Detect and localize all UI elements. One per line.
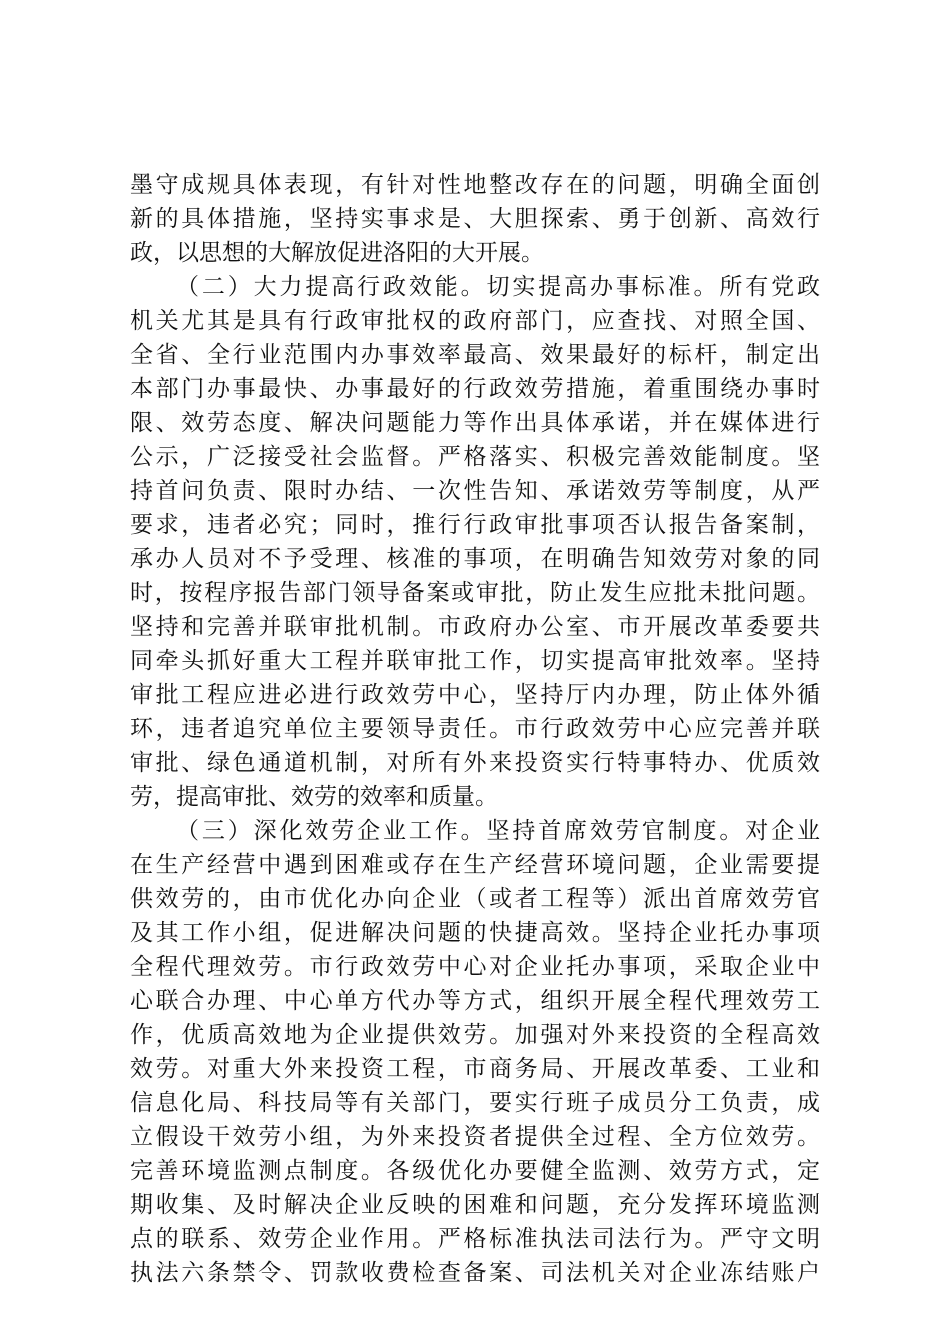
- text-line: 政，以思想的大解放促进洛阳的大开展。: [130, 240, 544, 266]
- text-line: 立假设干效劳小组，为外来投资者提供全过程、全方位效劳。: [130, 1124, 820, 1150]
- text-line: 同牵头抓好重大工程并联审批工作，切实提高审批效率。坚持: [130, 648, 820, 674]
- section-heading-line: （二）大力提高行政效能。切实提高办事标准。所有党政: [176, 274, 820, 300]
- text-line: 劳，提高审批、效劳的效率和质量。: [130, 784, 498, 810]
- text-line: 完善环境监测点制度。各级优化办要健全监测、效劳方式，定: [130, 1158, 820, 1184]
- text-line: 环，违者追究单位主要领导责任。市行政效劳中心应完善并联: [130, 716, 820, 742]
- text-line: 及其工作小组，促进解决问题的快捷高效。坚持企业托办事项: [130, 920, 820, 946]
- section-heading-line: （三）深化效劳企业工作。坚持首席效劳官制度。对企业: [176, 818, 820, 844]
- text-line: 限、效劳态度、解决问题能力等作出具体承诺，并在媒体进行: [130, 410, 820, 436]
- text-line: 承办人员对不予受理、核准的事项，在明确告知效劳对象的同: [130, 546, 820, 572]
- text-line: 坚持和完善并联审批机制。市政府办公室、市开展改革委要共: [130, 614, 820, 640]
- text-line: 墨守成规具体表现，有针对性地整改存在的问题，明确全面创: [130, 172, 820, 198]
- body-text: [130, 168, 820, 1290]
- text-line: 要求，违者必究；同时，推行行政审批事项否认报告备案制，: [130, 512, 820, 538]
- text-line: 时，按程序报告部门领导备案或审批，防止发生应批未批问题。: [130, 580, 820, 606]
- text-line: 本部门办事最快、办事最好的行政效劳措施，着重围绕办事时: [130, 376, 820, 402]
- text-line: 审批、绿色通道机制，对所有外来投资实行特事特办、优质效: [130, 750, 820, 776]
- text-line: 供效劳的，由市优化办向企业（或者工程等）派出首席效劳官: [130, 886, 820, 912]
- text-line: 点的联系、效劳企业作用。严格标准执法司法行为。严守文明: [130, 1226, 820, 1252]
- text-line: 审批工程应进必进行政效劳中心，坚持厅内办理，防止体外循: [130, 682, 820, 708]
- text-line: 执法六条禁令、罚款收费检查备案、司法机关对企业冻结账户: [130, 1260, 820, 1286]
- text-line: 机关尤其是具有行政审批权的政府部门，应查找、对照全国、: [130, 308, 820, 334]
- text-line: 全程代理效劳。市行政效劳中心对企业托办事项，采取企业中: [130, 954, 820, 980]
- text-line: 全省、全行业范围内办事效率最高、效果最好的标杆，制定出: [130, 342, 820, 368]
- text-line: 公示，广泛接受社会监督。严格落实、积极完善效能制度。坚: [130, 444, 820, 470]
- text-line: 在生产经营中遇到困难或存在生产经营环境问题，企业需要提: [130, 852, 820, 878]
- text-line: 心联合办理、中心单方代办等方式，组织开展全程代理效劳工: [130, 988, 820, 1014]
- text-line: 作，优质高效地为企业提供效劳。加强对外来投资的全程高效: [130, 1022, 820, 1048]
- text-line: 信息化局、科技局等有关部门，要实行班子成员分工负责，成: [130, 1090, 820, 1116]
- text-line: 期收集、及时解决企业反映的困难和问题，充分发挥环境监测: [130, 1192, 820, 1218]
- text-line: 新的具体措施，坚持实事求是、大胆探索、勇于创新、高效行: [130, 206, 820, 232]
- text-line: 持首问负责、限时办结、一次性告知、承诺效劳等制度，从严: [130, 478, 820, 504]
- text-line: 效劳。对重大外来投资工程，市商务局、开展改革委、工业和: [130, 1056, 820, 1082]
